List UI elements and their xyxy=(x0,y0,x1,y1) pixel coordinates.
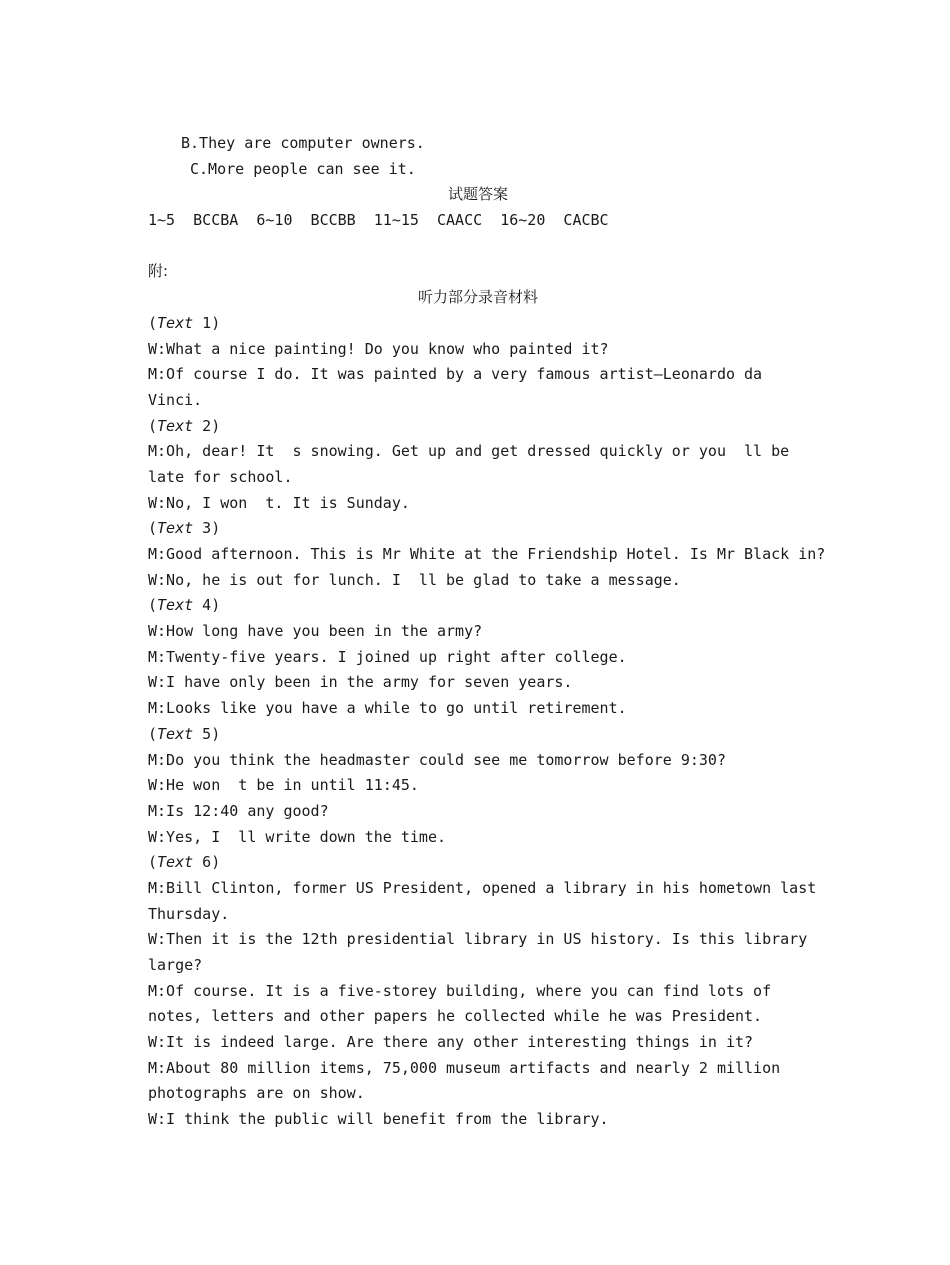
text-heading-number: 2) xyxy=(193,416,221,435)
text-heading-open: ( xyxy=(148,313,158,332)
dialogue-line: Vinci. xyxy=(148,390,203,409)
text-heading-label: Text xyxy=(157,416,194,435)
dialogue-line: W:How long have you been in the army? xyxy=(148,622,483,641)
dialogue-line: W:No, I won t. It is Sunday. xyxy=(148,493,410,512)
transcript xyxy=(148,311,826,1133)
dialogue-line: W:It is indeed large. Are there any other interesting things in it? xyxy=(148,1033,754,1052)
spacer xyxy=(148,234,808,260)
dialogue-line: W:I think the public will benefit from the library. xyxy=(148,1110,609,1129)
text-heading xyxy=(148,516,808,542)
dialogue-line: W:No, he is out for lunch. I ll be glad to take a message. xyxy=(148,570,681,589)
text-heading-open: ( xyxy=(148,519,158,538)
text-heading-label: Text xyxy=(157,853,194,872)
text-heading-open: ( xyxy=(148,596,158,615)
answers-heading: 试题答案 xyxy=(447,185,508,204)
appendix-heading: 听力部分录音材料 xyxy=(417,288,538,307)
dialogue-line: W:I have only been in the army for seven years. xyxy=(148,673,573,692)
text-heading-number: 5) xyxy=(193,724,221,743)
text-heading xyxy=(148,722,808,748)
text-heading-label: Text xyxy=(157,596,194,615)
dialogue-line: M:Twenty-five years. I joined up right after college. xyxy=(148,647,627,666)
dialogue-line: large? xyxy=(148,956,203,974)
text-heading xyxy=(148,311,808,337)
text-heading-number: 6) xyxy=(193,853,221,872)
dialogue-line: M:Looks like you have a while to go until retirement. xyxy=(148,699,627,718)
dialogue-line: M:Of course I do. It was painted by a very famous artist—Leonardo da xyxy=(148,365,763,384)
dialogue-line: late for school. xyxy=(148,467,293,486)
dialogue-line: photographs are on show. xyxy=(148,1084,365,1103)
dialogue-line: M:Good afternoon. This is Mr White at the Friendship Hotel. Is Mr Black in? xyxy=(148,545,826,563)
dialogue-line: M:Of course. It is a five-storey building, where you can find lots of xyxy=(148,981,772,1000)
text-heading-number: 1) xyxy=(193,313,221,332)
dialogue-line: M:Bill Clinton, former US President, opened a library in his hometown last xyxy=(148,878,817,897)
text-heading xyxy=(148,414,808,440)
text-heading-label: Text xyxy=(157,519,194,538)
text-heading xyxy=(148,850,808,876)
text-heading-open: ( xyxy=(148,724,158,743)
text-heading-open: ( xyxy=(148,416,158,435)
dialogue-line: M:Do you think the headmaster could see me tomorrow before 9:30? xyxy=(148,750,726,769)
dialogue-line: W:He won t be in until 11:45. xyxy=(148,776,419,795)
dialogue-line: W:What a nice painting! Do you know who painted it? xyxy=(148,339,609,358)
appendix-label: 附: xyxy=(148,262,169,281)
text-heading-open: ( xyxy=(148,853,158,872)
text-heading-number: 4) xyxy=(193,596,221,615)
dialogue-line: M:Is 12:40 any good? xyxy=(148,801,329,820)
dialogue-line: Thursday. xyxy=(148,904,230,923)
dialogue-line: W:Then it is the 12th presidential library in US history. Is this library xyxy=(148,930,808,949)
text-heading-label: Text xyxy=(157,313,194,332)
option-c: C.More people can see it. xyxy=(190,159,416,178)
dialogue-line: notes, letters and other papers he collected while he was President. xyxy=(148,1007,763,1026)
option-b: B.They are computer owners. xyxy=(181,134,425,152)
dialogue-line: M:Oh, dear! It s snowing. Get up and get dressed quickly or you ll be xyxy=(148,442,790,461)
dialogue-line: W:Yes, I ll write down the time. xyxy=(148,827,447,846)
document-page xyxy=(148,131,826,1133)
dialogue-line: M:About 80 million items, 75,000 museum artifacts and nearly 2 million xyxy=(148,1058,781,1077)
text-heading xyxy=(148,593,808,619)
text-heading-number: 3) xyxy=(193,519,221,538)
answers-line: 1~5 BCCBA 6~10 BCCBB 11~15 CAACC 16~20 CACBC xyxy=(148,211,609,230)
text-heading-label: Text xyxy=(157,724,194,743)
